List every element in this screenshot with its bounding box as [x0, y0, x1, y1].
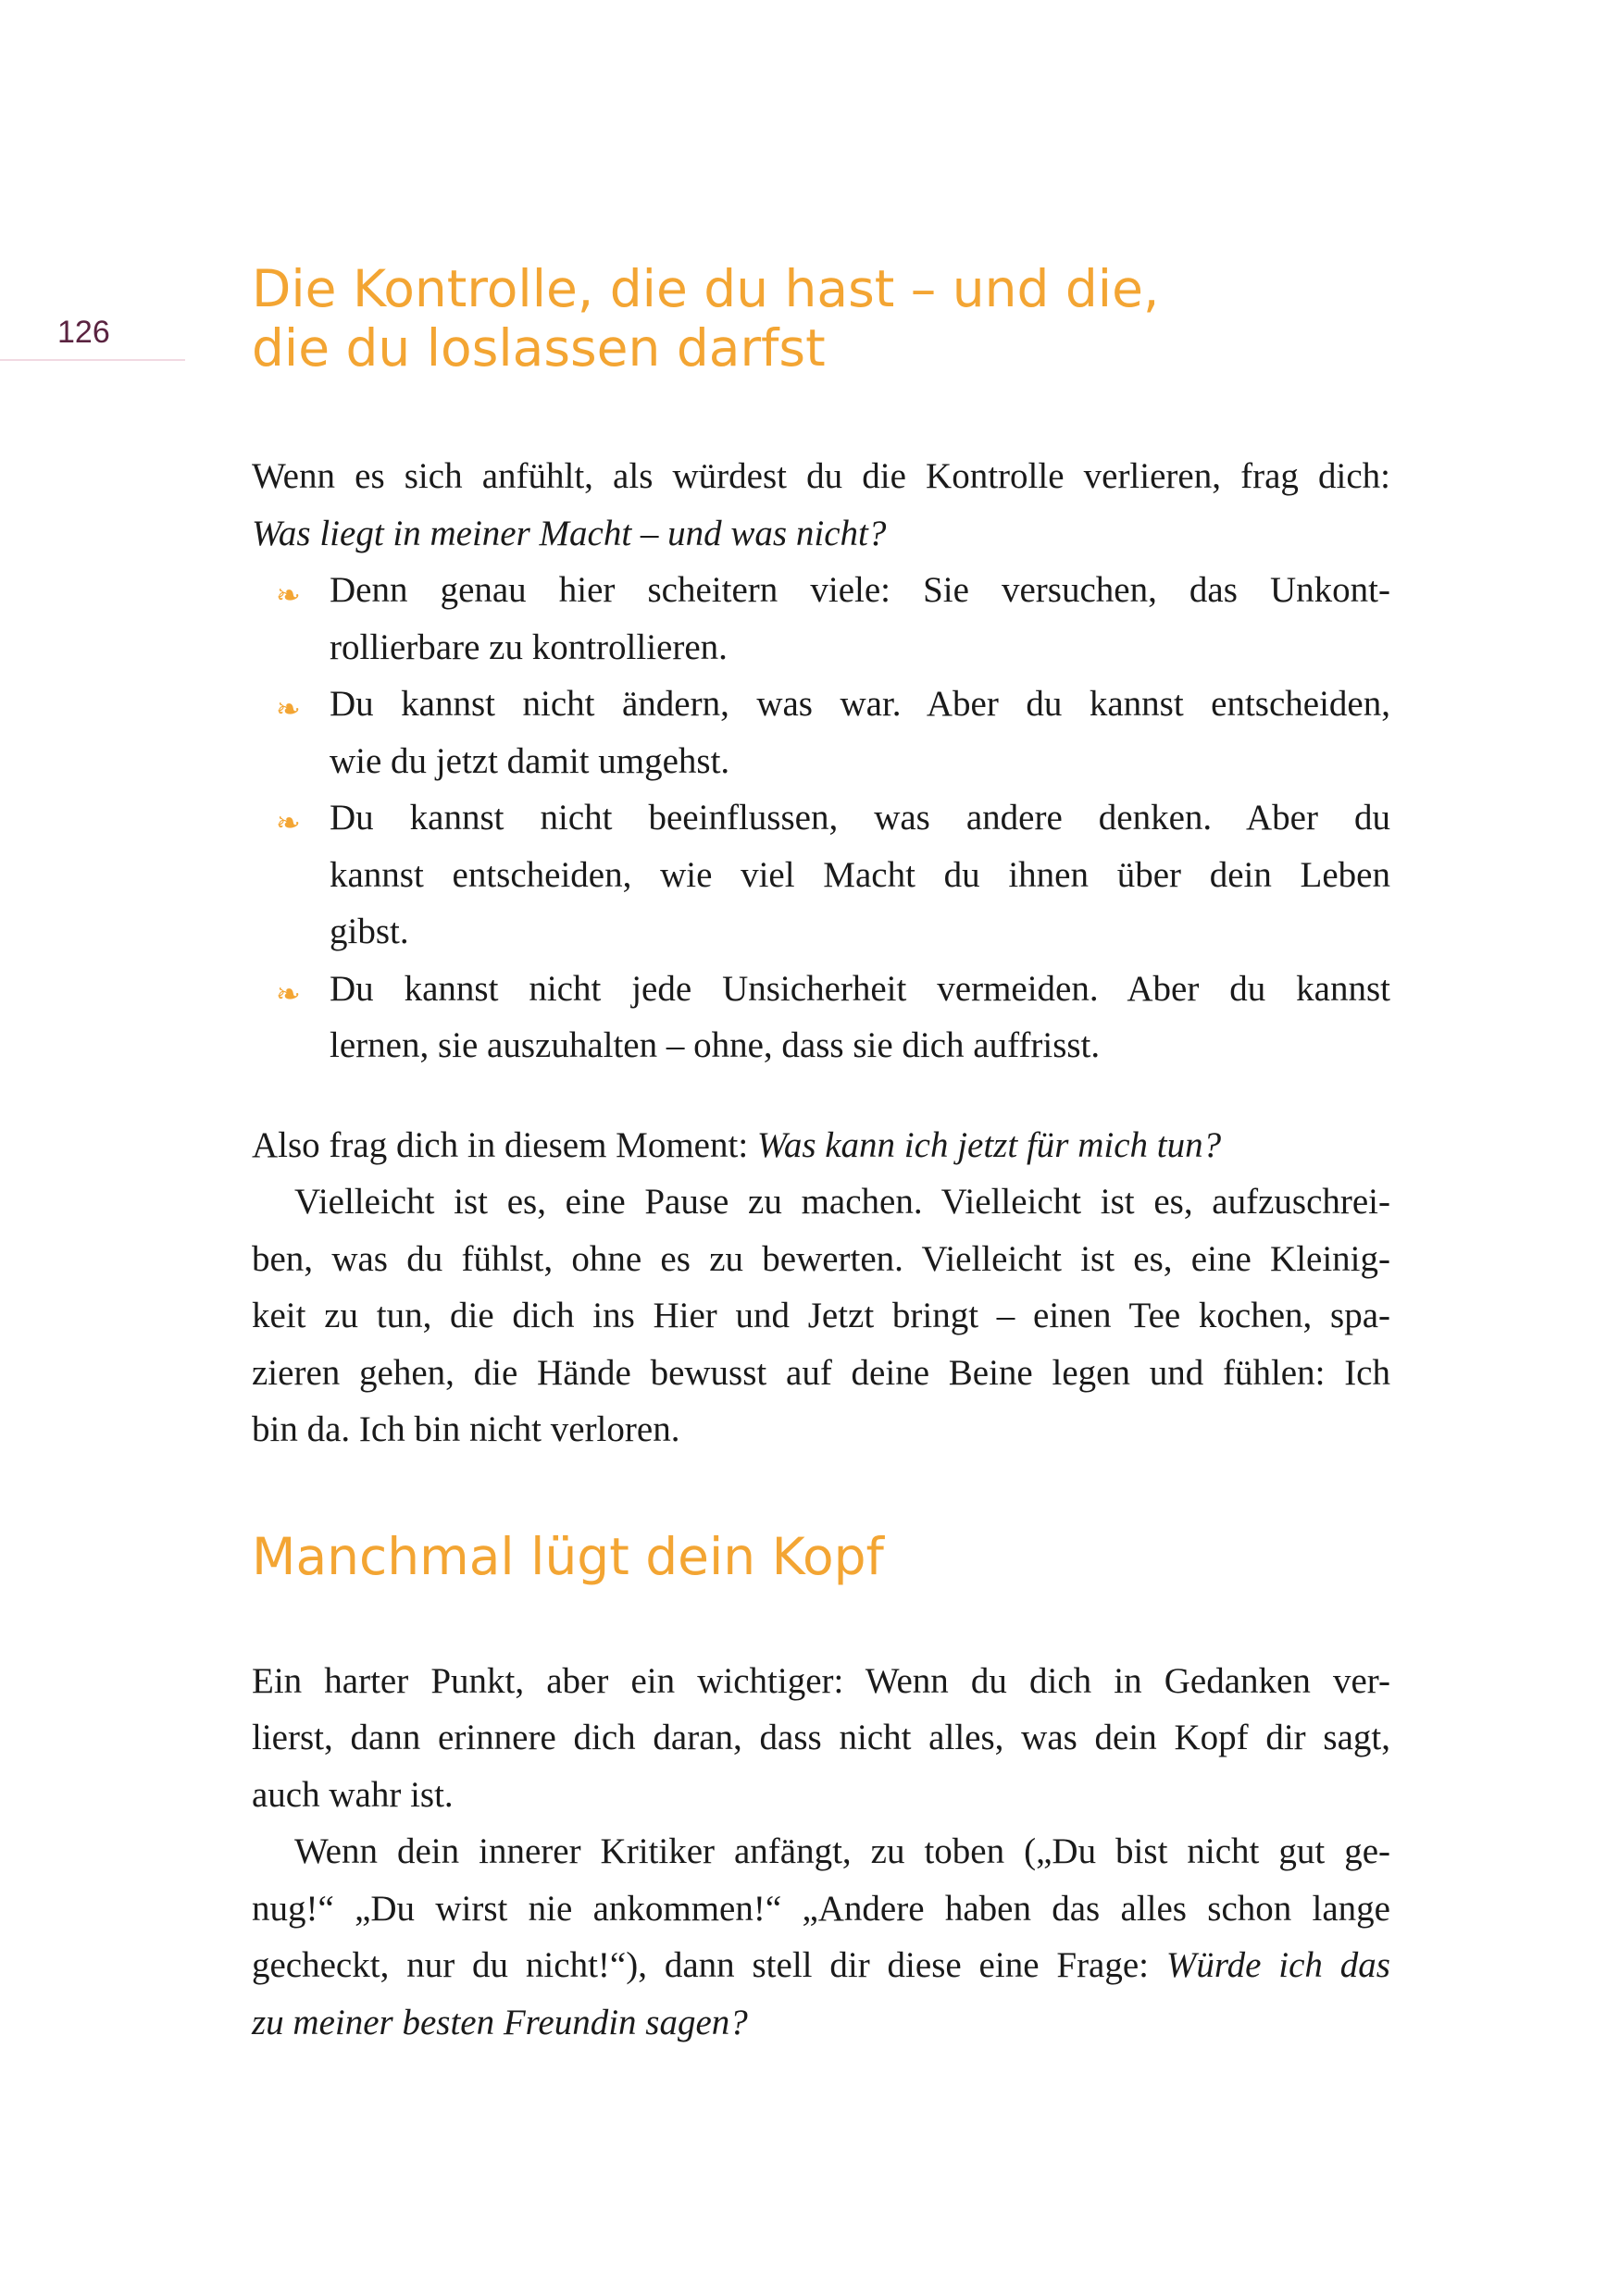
paragraph-line: Wenn dein innerer Kritiker anfängt, zu toben („Du bist nicht gut ge-: [294, 1831, 1390, 1871]
bullet-list: [252, 562, 1390, 1074]
paragraph-lead-text: gecheckt, nur du nicht!“), dann stell dir diese eine Frage:: [252, 1945, 1166, 1985]
italic-question: zu meiner besten Freundin sagen?: [252, 2002, 748, 2042]
paragraph-line: zieren gehen, die Hände bewusst auf deine Beine legen und fühlen: Ich: [252, 1352, 1390, 1393]
italic-question: Würde ich das: [1165, 1945, 1390, 1985]
paragraph-lead-text: Also frag dich in diesem Moment:: [252, 1124, 757, 1165]
paragraph-line: ben, was du fühlst, ohne es zu bewerten. Vielleicht ist es, eine Kleinig-: [252, 1238, 1390, 1279]
list-item-line: lernen, sie auszuhalten – ohne, dass sie dich auffrisst.: [330, 1025, 1101, 1065]
heading-line: die du loslassen darfst: [252, 318, 826, 378]
list-item-line: rollierbare zu kontrollieren.: [330, 627, 728, 667]
list-item-line: kannst entscheiden, wie viel Macht du ihnen über dein Leben: [330, 854, 1390, 895]
page-number: 126: [57, 315, 110, 350]
paragraph-line: auch wahr ist.: [252, 1774, 454, 1815]
floral-heart-icon: ❧: [276, 577, 301, 613]
section-heading-head-lies: Manchmal lügt dein Kopf: [252, 1526, 884, 1586]
paragraph-line: [252, 1937, 1390, 1994]
body-paragraph: [252, 1173, 1390, 1458]
section-heading-control: [252, 259, 1390, 378]
floral-heart-icon: ❧: [276, 805, 301, 840]
paragraph-line: Wenn es sich anfühlt, als würdest du die Kontrolle verlieren, frag dich:: [252, 456, 1390, 496]
list-item-line: Du kannst nicht jede Unsicherheit vermeiden. Aber du kannst: [330, 968, 1390, 1009]
question-paragraph: [252, 1117, 1390, 1174]
list-item-line: wie du jetzt damit umgehst.: [330, 740, 730, 781]
list-item: [252, 789, 1390, 961]
paragraph-line: [252, 1994, 1390, 2052]
page-content: [252, 259, 1390, 2051]
paragraph-line: keit zu tun, die dich ins Hier und Jetzt bringt – einen Tee kochen, spa-: [252, 1296, 1390, 1335]
body-paragraph: [252, 1653, 1390, 1824]
paragraph-line: nug!“ „Du wirst nie ankommen!“ „Andere haben das alles schon lange: [252, 1888, 1390, 1929]
paragraph-line: lierst, dann erinnere dich daran, dass nicht alles, was dein Kopf dir sagt,: [252, 1718, 1390, 1757]
floral-heart-icon: ❧: [276, 691, 301, 726]
paragraph-line: [252, 505, 1390, 563]
italic-question: Was kann ich jetzt für mich tun?: [756, 1124, 1222, 1165]
list-item-line: Du kannst nicht beeinflussen, was andere denken. Aber du: [330, 798, 1390, 838]
paragraph-line: [252, 1117, 1390, 1174]
page-number-rule: [0, 359, 185, 361]
paragraph-line: Vielleicht ist es, eine Pause zu machen. Vielleicht ist es, aufzuschrei-: [294, 1182, 1390, 1222]
list-item-line: Denn genau hier scheitern viele: Sie versuchen, das Unkont-: [330, 570, 1390, 610]
paragraph-line: bin da. Ich bin nicht verloren.: [252, 1409, 680, 1449]
heading-line: Die Kontrolle, die du hast – und die,: [252, 259, 1160, 318]
intro-paragraph: [252, 448, 1390, 562]
body-paragraph: [252, 1823, 1390, 2051]
italic-question: Was liegt in meiner Macht – und was nicht?: [252, 513, 887, 553]
list-item-line: Du kannst nicht ändern, was war. Aber du kannst entscheiden,: [330, 684, 1390, 724]
list-item-line: gibst.: [330, 912, 409, 951]
paragraph-line: Ein harter Punkt, aber ein wichtiger: Wenn du dich in Gedanken ver-: [252, 1660, 1390, 1701]
floral-heart-icon: ❧: [276, 975, 301, 1011]
list-item: [252, 676, 1390, 789]
list-item: [252, 562, 1390, 676]
list-item: [252, 961, 1390, 1074]
